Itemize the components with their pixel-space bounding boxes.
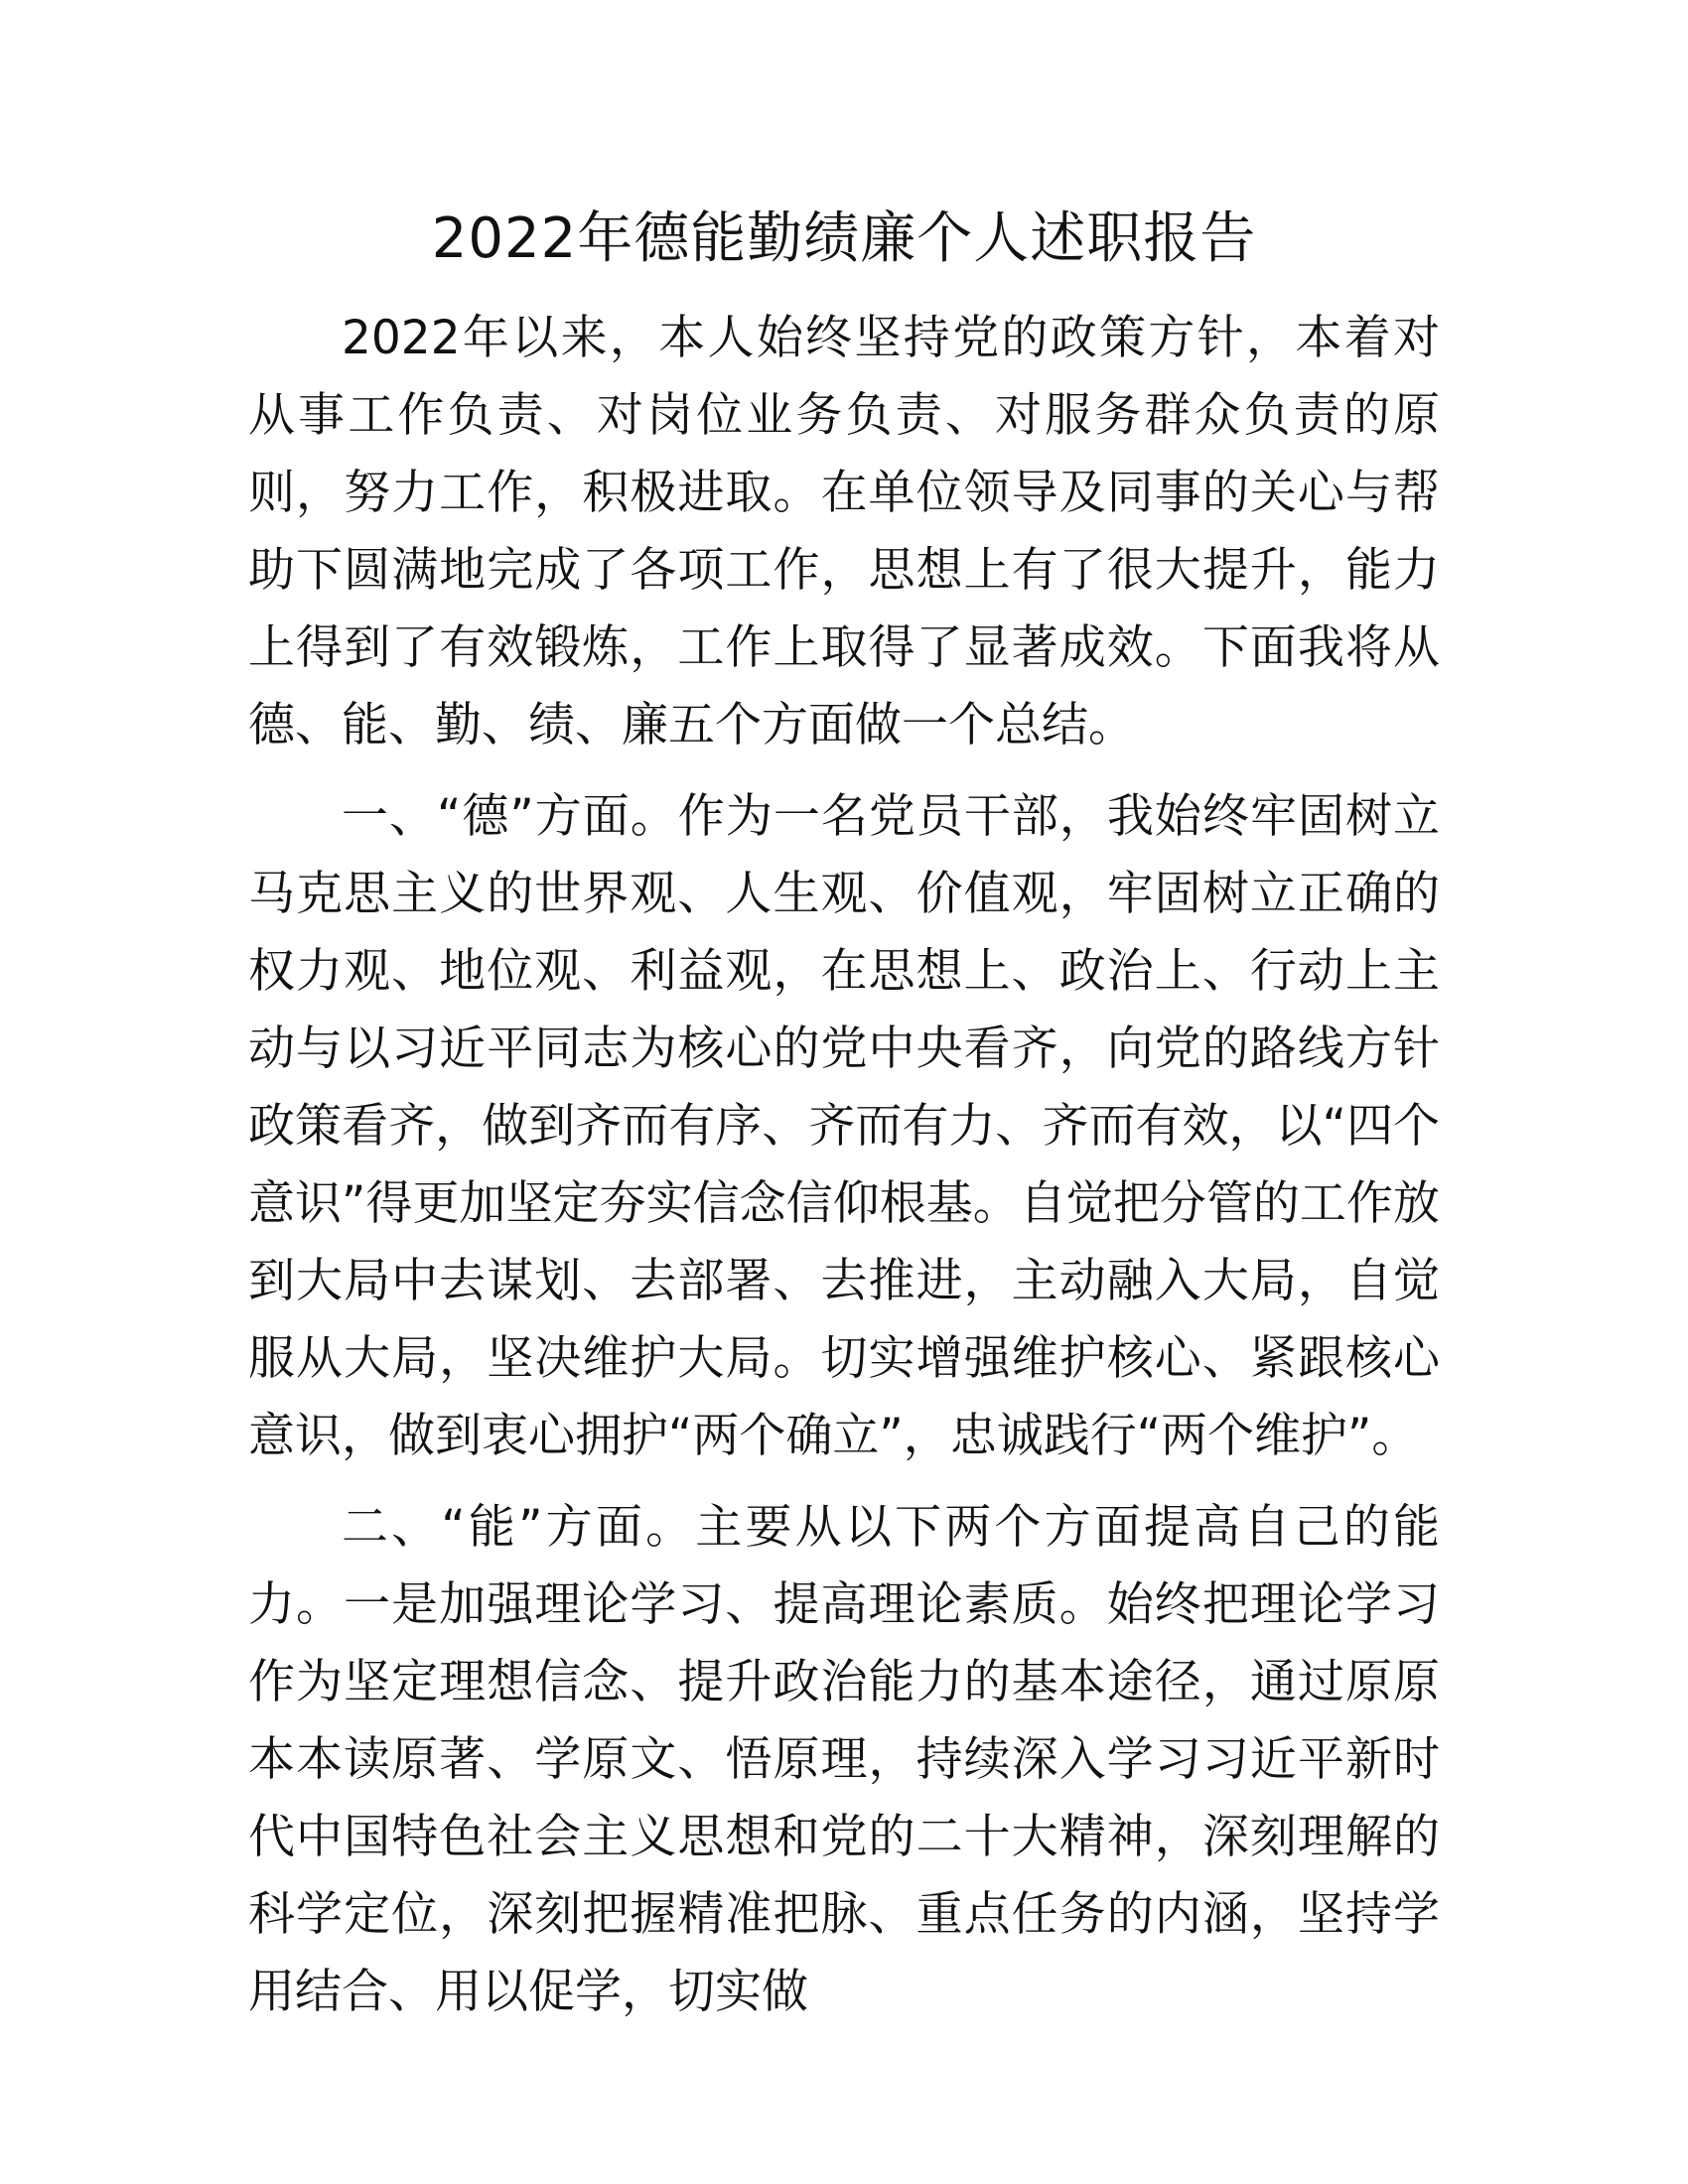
paragraph-intro: 2022年以来，本人始终坚持党的政策方针，本着对从事工作负责、对岗位业务负责、对服务群众负责的原则，努力工作，积极进取。在单位领导及同事的关心与帮助下圆满地完成了各项工作，思想上有了很大提升，能力上得到了有效锻炼，工作上取得了显著成效。下面我将从德、能、勤、绩、廉五个方面做一个总结。 bbox=[248, 311, 1440, 752]
paragraph-ability: 二、“能”方面。主要从以下两个方面提高自己的能力。一是加强理论学习、提高理论素质。始终把理论学习作为坚定理想信念、提升政治能力的基本途径，通过原原本本读原著、学原文、悟原理，持续深入学习习近平新时代中国特色社会主义思想和党的二十大精神，深刻理解的科学定位，深刻把握精准把脉、重点任务的内涵，坚持学用结合、用以促学，切实做 bbox=[248, 1500, 1440, 2019]
paragraph-virtue: 一、“德”方面。作为一名党员干部，我始终牢固树立马克思主义的世界观、人生观、价值观，牢固树立正确的权力观、地位观、利益观，在思想上、政治上、行动上主动与以习近平同志为核心的党中央看齐，向党的路线方针政策看齐，做到齐而有序、齐而有力、齐而有效，以“四个意识”得更加坚定夯实信念信仰根基。自觉把分管的工作放到大局中去谋划、去部署、去推进，主动融入大局，自觉服从大局，坚决维护大局。切实增强维护核心、紧跟核心意识，做到衷心拥护“两个确立”，忠诚践行“两个维护”。 bbox=[248, 789, 1440, 1463]
document-title: 2022年德能勤绩廉个人述职报告 bbox=[431, 206, 1257, 271]
document-body bbox=[248, 300, 1440, 2045]
